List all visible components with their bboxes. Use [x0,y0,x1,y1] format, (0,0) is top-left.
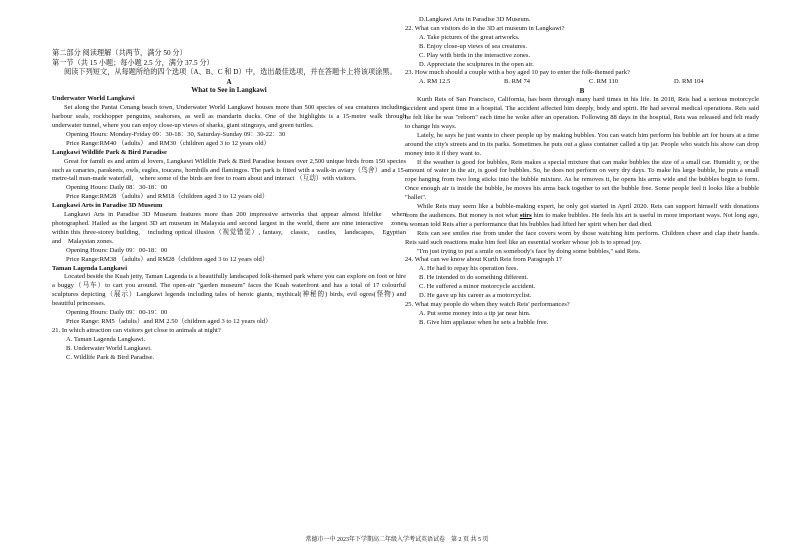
passage-letter-a: A [226,77,232,86]
question-option: D.Langkawi Arts in Paradise 3D Museum. [419,16,531,23]
question-option: B. He intended to do something different. [419,274,528,282]
question-23-stem: 23. How much should a couple with a boy aged 10 pay to enter the folk-themed park? [405,69,630,77]
item-desc: Set along the Pantai Cenang beach town, Underwater World Langkawi houses more than 500 species of sea creatures including harbour seals, rockhopper penguins, seahorses, as well as mandarin ducks. One of the highlights is a 15-metre walk through underwater tunnel, where you can enjoy close-up views of sharks, giant stingrays, and green turtles. [52,104,406,130]
item-desc: Great for famili es and anim al lovers, Langkawi Wildlife Park & Bird Paradise houses over 2,500 unique birds from 150 species such as canaries, parakeets, owls, eagles, toucans, hornbills and flamingos. The park is fitted with a walk-in aviary（鸟舍）and a 15-metre-tall man-made waterfall, where some of the birds are free to roam about and interact （互动）with visitors. [52,157,406,183]
item-hours: Opening Hours: Daily 09：00-19：00 [66,309,168,317]
passage-paragraph: If the weather is good for bubbles, Reis makes a special mixture that can make bubbles the size of a small car. Humidit y, or the amount of water in the air, is good for bubbles. So, he does not perform on very dry days. To make his large bubble, he puts a small rope hanging from two long sticks into the bubble mixture. As he removes it, he opens his arms wide and the bubbles begin to form. Once enough air is inside the bubble, he moves his arms back together to set the bubble free. Some people feel it looks like a bubble "ballet". [405,158,759,202]
question-option: C. Play with birds in the interactive zones. [419,51,531,59]
item-hours: Opening Hours: Monday-Friday 09：30-18：30, Saturday-Sunday 09：30-22：30 [66,130,286,138]
question-option: B. Give him applause when he sets a bubble free. [419,318,549,326]
passage-paragraph: "I'm just trying to put a smile on somebody's face by doing some bubbles," said Reis. [417,247,641,255]
passage-paragraph: Kurth Reis of San Francisco, California, has been through many hard times in his life. In 2018, Reis had a serious motorcycle accident and spent time in a hospital. The accident affected him deeply, body and spirit. He had several medical operations. Reis said he felt like he was "reborn" each time he woke after an operation. Following 88 days in the hospital, Reis was released and felt ready to change his ways. [405,96,759,130]
question-24-stem: 24. What can we know about Kurth Reis from Paragraph 1? [405,256,562,264]
page-footer: 常德市一中 2023年下学期高二年级入学考试英语试卷 第 2 页 共 5 页 [305,537,489,543]
passage-title: What to See in Langkawi [191,86,267,95]
question-23-options [405,78,759,87]
paragraph-text: While Reis may seem like a bubble-making expert, he only got started in April 2020. Reis can support himself with donations from the audiences. But money is not what [405,203,759,219]
question-option: A. Put some money into a tip jar near him. [419,309,531,317]
item-name: Langkawi Wildlife Park & Bird Paradise [52,148,167,156]
question-option: D. Appreciate the sculptures in the open air. [419,60,534,68]
question-option: C. RM 110 [589,78,619,86]
passage-letter-b: B [579,87,585,96]
question-option: D. He gave up his career as a motorcyclist. [419,292,532,300]
item-price: Price Range: RM5（adults）and RM 2.50（children aged 3 to 12 years old） [66,317,272,325]
item-desc: Located beside the Kuah jetty, Taman Lagenda is a beautifully landscaped folk-themed park where you can explore on foot or hire a buggy（马车）to cart you around. The open-air "garden museum" faces the Kuah waterfront and has a total of 17 colourful sculptures depicting（展示）Langkawi legends including tales of heroic giants, mythical(神秘的) birds, evil ogres(怪物) and beautiful princesses. [52,273,406,308]
item-desc: Langkawi Arts in Paradise 3D Museum features more than 200 impressive artworks that appear almost lifelike when photographed. Hailed as the largest 3D art museum in Malaysia and second largest in the world, there are nine interactive zones within this three-storey building, including optical illusion（视觉错觉）, fantasy, classic, castles, landscapes, Egyptian and Malaysian zones. [52,211,413,245]
item-name: Langkawi Arts in Paradise 3D Museum [52,202,163,210]
question-21-stem: 21. In which attraction can visitors get close to animals at night? [52,326,221,334]
question-option: A. He had to repay his operation fees. [419,265,519,273]
paragraph-text: him [533,211,544,219]
instruction: 阅读下列短文，从每题所给的四个选项（A、B、C 和 D）中，选出最佳选项，并在答题卡上将该项涂黑。 [64,68,397,76]
question-option: D. RM 104 [674,78,704,86]
question-option: C. Wildlife Park & Bird Paradise. [66,353,155,361]
item-price: Price Range:RM38 （adults）and RM28（children aged 3 to 12 years old） [66,255,269,263]
item-hours: Opening Hours: Daily 08：30-18：00 [66,184,168,192]
question-option: A. RM 12.5 [419,78,451,86]
question-option: B. RM 74 [504,78,531,86]
question-option: A. Taman Lagenda Langkawi. [66,335,146,343]
section-title: 第二部分 阅读理解（共两节，满分 50 分） [52,49,187,57]
passage-paragraph: Reis can see smiles rise from under the face covers worn by those watching him perform. Children cheer and clap their hands. Reis said such reactions make him feel like an essential worker whose job is to spread joy. [405,229,759,246]
paragraph-text: to make bubbles. He feels his art is useful in more important ways. Not long ago, a woman told Reis after a performance that his bubbles had lifted her spirit when her dad died. [405,211,760,228]
item-price: Price Range:RM28 （adults）and RM18（children aged 3 to 12 years old） [66,193,269,201]
right-column [405,16,759,328]
question-option: C. He suffered a minor motorcycle accident. [419,283,536,291]
left-column [52,49,413,363]
passage-paragraph: Lately, he says he just wants to cheer people up by making bubbles. You can watch him perform his bubble art for hours at a time around the city's streets and in its parks. Sometimes he puts out a glass container called a tip jar. People who watch his show can drop money into it if they want to. [405,131,759,157]
question-25-stem: 25. What may people do when they watch Reis' performances? [405,301,570,308]
item-name: Taman Lagenda Langkawi [52,264,128,272]
question-22-stem: 22. What can visitors do in the 3D art museum in Langkawi? [405,24,565,32]
item-name: Underwater World Langkawi [52,95,135,103]
underlined-word: stirs [519,211,532,219]
question-option: A. Take pictures of the great artworks. [419,33,520,41]
question-option: B. Underwater World Langkawi. [66,344,152,352]
item-price: Price Range:RM40 （adults） and RM30（children aged 3 to 12 years old） [66,139,271,147]
passage-paragraph [405,203,759,230]
item-hours: Opening Hours: Daily 09：00-18：00 [66,246,168,254]
question-option: B. Enjoy close-up views of sea creatures. [419,42,527,50]
subsection-title: 第一节（共 15 小题；每小题 2.5 分，满分 37.5 分） [52,58,214,67]
